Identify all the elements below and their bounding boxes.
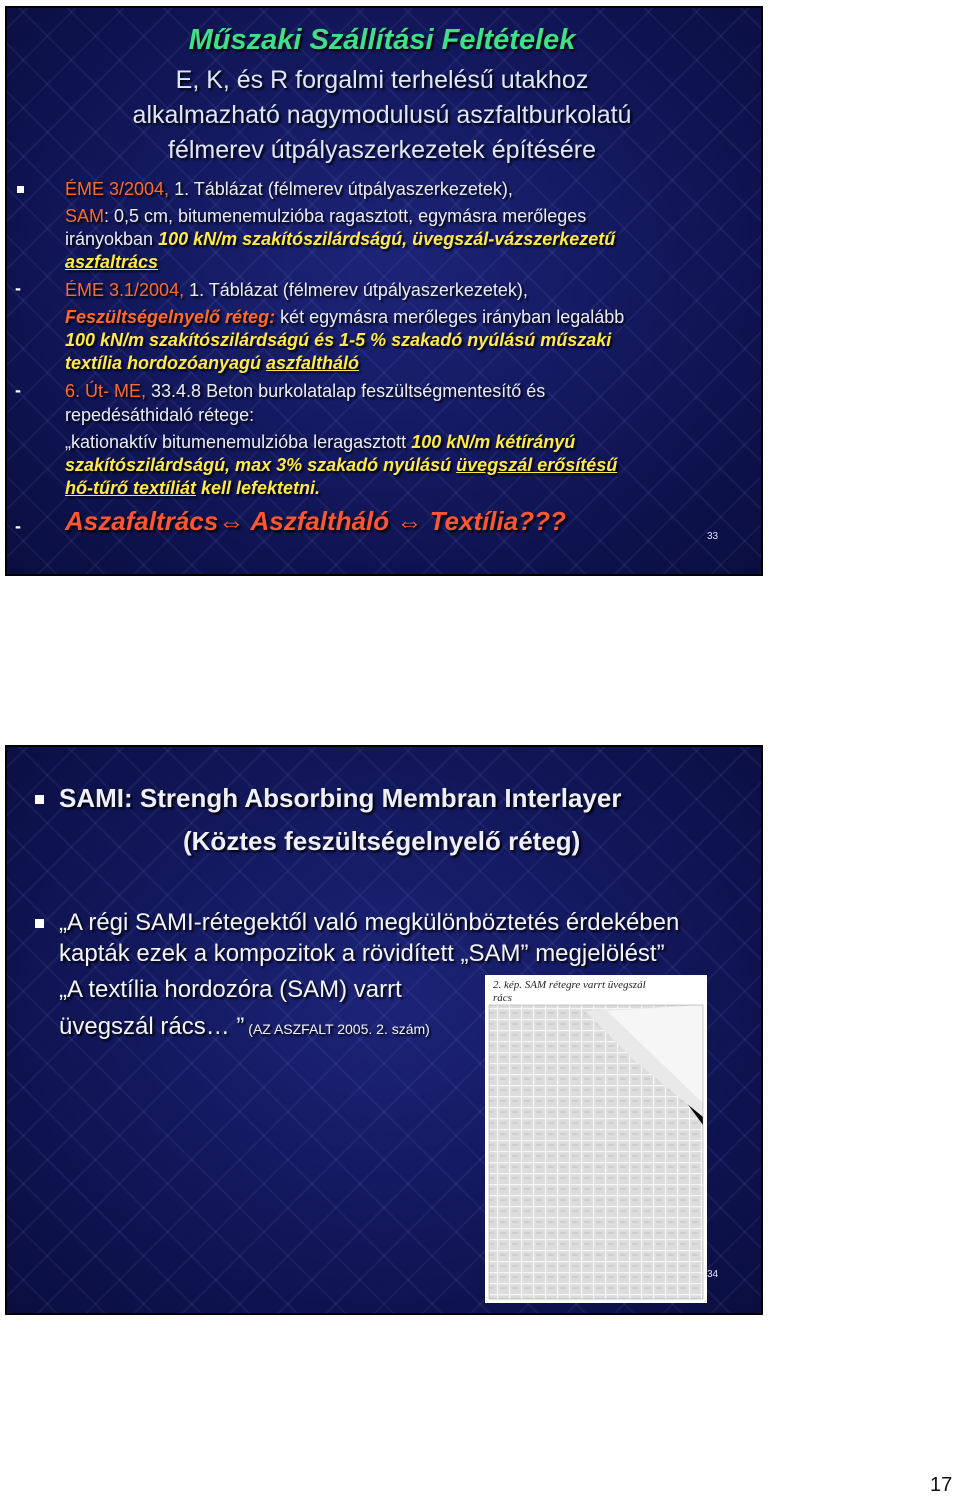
item3-line1 [65,381,545,402]
slide-page-number: 33 [707,531,719,542]
dash-marker: - [15,278,21,298]
item1-line4: aszfaltrács [65,252,159,272]
subtitle-line-2: alkalmazható nagymodulusú aszfaltburkolatú [132,101,632,129]
slide-title: Műszaki Szállítási Feltételek [188,24,576,56]
sam-grid-photo [485,975,707,1303]
slide-page-number: 34 [707,1269,719,1280]
item3-line5-b: kell lefektetni. [196,478,321,498]
slide-34 [5,745,763,1315]
dash-marker: - [15,516,21,536]
item2-ref: ÉME 3.1/2004, [65,280,185,300]
item1-line3 [65,229,615,250]
item2-line4-b: aszfaltháló [266,353,360,373]
item1-sam-text: : 0,5 cm, bitumenemulzióba ragasztott, egymásra merőleges [104,206,587,226]
item2-text: 1. Táblázat (félmerev útpályaszerkezetek), [184,280,528,300]
item1-line3-a: irányokban [65,229,159,249]
item2-line1 [65,280,528,301]
dash-marker: - [15,380,21,400]
item3-text: 33.4.8 Beton burkolatalap feszültségmentesítő és [146,381,546,401]
slide-33 [5,6,763,576]
item1-line3-b: 100 kN/m szakítószilárdságú, üvegszál-vázszerkezetű [158,229,616,249]
item3-line5-a: hő-tűrő textíliát [65,478,196,498]
item3-line3-b: 100 kN/m kétírányú [411,432,576,452]
item2-term-text: két egymásra merőleges irányban legalább [275,307,625,327]
body-line-1: „A régi SAMI-rétegektől való megkülönböztetés érdekében [59,909,680,936]
item1-line1 [65,179,513,200]
grid-fabric-illustration [485,975,707,1303]
item2-line2 [65,307,624,328]
body-line-4 [59,1013,430,1041]
item1-sam: SAM [65,206,105,226]
bullet-square-icon [17,186,24,193]
item1-line2 [65,206,586,227]
subtitle-line-1: E, K, és R forgalmi terhelésű utakhoz [175,66,589,94]
item2-line4-a: textília hordozóanyagú [65,353,267,373]
slide-title-line-1: SAMI: Strengh Absorbing Membran Interlayer [59,783,622,813]
bullet-square-icon [35,919,44,928]
item3-line4-b: üvegszál erősítésű [456,455,618,475]
subtitle-line-3: félmerev útpályaszerkezetek építésére [168,136,596,164]
item3-line3-a: „kationaktív bitumenemulzióba leragasztott [65,432,412,452]
body-line-3: „A textília hordozóra (SAM) varrt [59,976,402,1003]
item3-line4 [65,455,617,476]
body-reference: (AZ ASZFALT 2005. 2. szám) [244,1021,430,1037]
body-line-2: kapták ezek a kompozitok a rövidített „SAM” megjelölést” [59,940,665,967]
item2-line3: 100 kN/m szakítószilárdságú és 1-5 % szakadó nyúlású műszaki [65,330,612,350]
terms-comparison: Aszafaltrács⇔ Aszfaltháló ⇔ Textília??? [65,506,566,536]
item1-text: 1. Táblázat (félmerev útpályaszerkezetek), [169,179,513,199]
item3-line3 [65,432,575,453]
photo-caption-line-1: 2. kép. SAM rétegre varrt üvegszál [493,979,646,991]
bullet-square-icon [35,795,44,804]
item3-ref: 6. Út- ME, [65,381,147,401]
item2-term: Feszültségelnyelő réteg: [65,307,276,327]
photo-caption-line-2: rács [493,992,512,1004]
slide-title-line-2: (Köztes feszültségelnyelő réteg) [183,826,581,856]
item3-line5 [65,478,320,499]
body-line-4-text: üvegszál rács… ” [59,1013,245,1040]
item3-line2: repedésáthidaló rétege: [65,405,255,425]
item1-ref: ÉME 3/2004, [65,179,170,199]
document-page-number: 17 [930,1474,953,1496]
item2-line4 [65,353,359,374]
item3-line4-a: szakítószilárdságú, max 3% szakadó nyúlású [65,455,457,475]
